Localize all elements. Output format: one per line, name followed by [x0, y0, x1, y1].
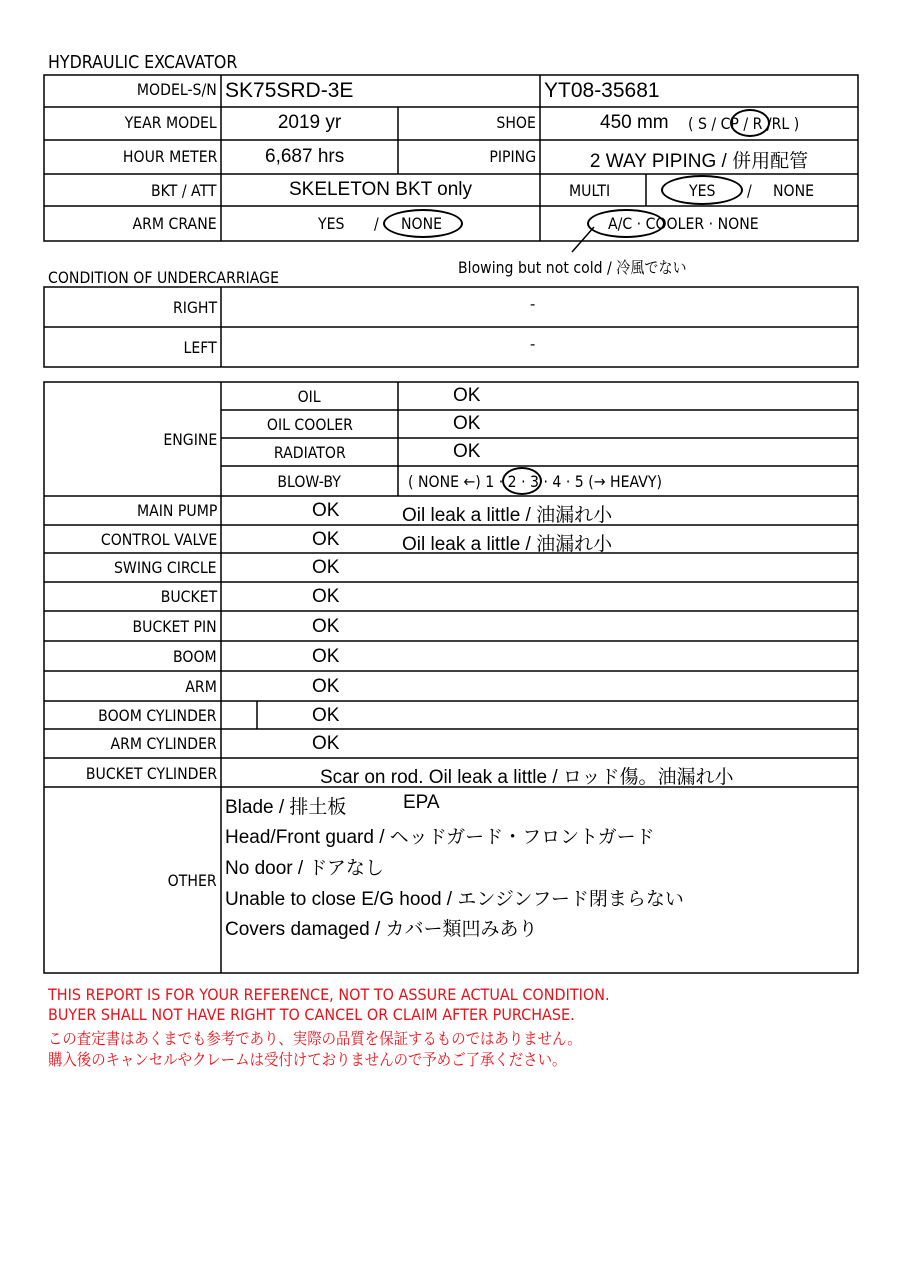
serial-value: YT08-35681 [544, 79, 660, 102]
bucket-cylinder-label: BUCKET CYLINDER [85, 764, 217, 783]
component-label: SWING CIRCLE [114, 558, 217, 577]
hour-meter-value: 6,687 hrs [265, 146, 345, 167]
component-label: ARM CYLINDER [110, 734, 217, 753]
undercarriage-left-label: LEFT [183, 338, 217, 357]
undercarriage-left-value: - [530, 336, 536, 353]
component-note: Oil leak a little / 油漏れ小 [402, 505, 613, 526]
bkt-att-label: BKT / ATT [151, 181, 217, 200]
component-label: BUCKET [160, 587, 217, 606]
bkt-att-value: SKELETON BKT only [288, 179, 473, 200]
arm-crane-none: NONE [401, 214, 443, 233]
other-line-4: Unable to close E/G hood / エンジンフード閉まらない [225, 889, 684, 910]
other-label: OTHER [168, 871, 217, 890]
disclaimer-line-4: 購入後のキャンセルやクレームは受付けておりませんので予めご了承ください。 [48, 1050, 567, 1069]
engine-label: ENGINE [163, 430, 217, 449]
multi-separator: / [747, 181, 752, 200]
other-line-2: Head/Front guard / ヘッドガード・フロントガード [225, 827, 655, 848]
engine-radiator-status: OK [453, 441, 481, 462]
other-line-5: Covers damaged / カバー類凹みあり [225, 919, 538, 940]
arm-crane-label: ARM CRANE [132, 214, 217, 233]
component-status: OK [312, 557, 340, 578]
engine-radiator-label: RADIATOR [273, 443, 346, 462]
disclaimer-line-2: BUYER SHALL NOT HAVE RIGHT TO CANCEL OR CLAIM AFTER PURCHASE. [48, 1005, 575, 1024]
ac-note: Blowing but not cold / 冷風でない [458, 258, 687, 277]
multi-yes: YES [689, 181, 716, 200]
engine-oil-cooler-label: OIL COOLER [266, 415, 353, 434]
component-status: OK [312, 500, 340, 521]
other-epa: EPA [403, 792, 440, 813]
other-line-3: No door / ドアなし [225, 858, 384, 879]
component-status: OK [312, 733, 340, 754]
undercarriage-title: CONDITION OF UNDERCARRIAGE [48, 268, 279, 287]
piping-value: 2 WAY PIPING / 併用配管 [589, 151, 809, 172]
ac-options: A/C · COOLER · NONE [608, 214, 759, 233]
multi-none: NONE [773, 181, 815, 200]
component-status: OK [312, 676, 340, 697]
arm-crane-separator: / [374, 214, 379, 233]
multi-selected-circle [661, 175, 743, 205]
disclaimer-line-1: THIS REPORT IS FOR YOUR REFERENCE, NOT TO ASSURE ACTUAL CONDITION. [48, 985, 610, 1004]
component-label: CONTROL VALVE [100, 530, 217, 549]
undercarriage-right-value: - [530, 296, 536, 313]
year-label: YEAR MODEL [124, 113, 217, 132]
model-sn-label: MODEL-S/N [137, 80, 217, 99]
blowby-selected-circle [502, 467, 542, 495]
engine-oil-status: OK [453, 385, 481, 406]
engine-blowby-scale: ( NONE ←) 1 · 2 · 3 · 4 · 5 (→ HEAVY) [408, 472, 662, 491]
model-value: SK75SRD-3E [225, 79, 354, 102]
component-status: OK [312, 616, 340, 637]
component-status: OK [312, 705, 340, 726]
piping-label: PIPING [489, 147, 536, 166]
engine-oil-cooler-status: OK [453, 413, 481, 434]
bucket-cylinder-note: Scar on rod. Oil leak a little / ロッド傷。油漏れ小 [320, 767, 734, 788]
document-title: HYDRAULIC EXCAVATOR [48, 52, 238, 73]
shoe-options: ( S / CP / R /RL ) [688, 114, 800, 133]
undercarriage-right-label: RIGHT [172, 298, 217, 317]
engine-blowby-label: BLOW-BY [277, 472, 342, 491]
component-status: OK [312, 646, 340, 667]
component-status: OK [312, 586, 340, 607]
year-value: 2019 yr [277, 112, 342, 133]
component-status: OK [312, 529, 340, 550]
multi-label: MULTI [569, 181, 611, 200]
component-label: BOOM [173, 647, 217, 666]
component-label: BUCKET PIN [132, 617, 217, 636]
shoe-value: 450 mm [600, 112, 669, 133]
ac-selected-circle [587, 209, 665, 238]
hour-meter-label: HOUR METER [122, 147, 217, 166]
engine-oil-label: OIL [297, 387, 322, 406]
component-label: MAIN PUMP [136, 501, 217, 520]
shoe-selected-circle [730, 109, 770, 137]
disclaimer-line-3: この査定書はあくまでも参考であり、実際の品質を保証するものではありません。 [48, 1029, 582, 1048]
other-line-1: Blade / 排土板 [225, 797, 347, 818]
arm-crane-yes: YES [318, 214, 345, 233]
component-label: ARM [185, 677, 217, 696]
component-label: BOOM CYLINDER [98, 706, 217, 725]
arm-crane-selected-circle [383, 209, 463, 238]
shoe-label: SHOE [496, 113, 536, 132]
component-note: Oil leak a little / 油漏れ小 [402, 534, 613, 555]
